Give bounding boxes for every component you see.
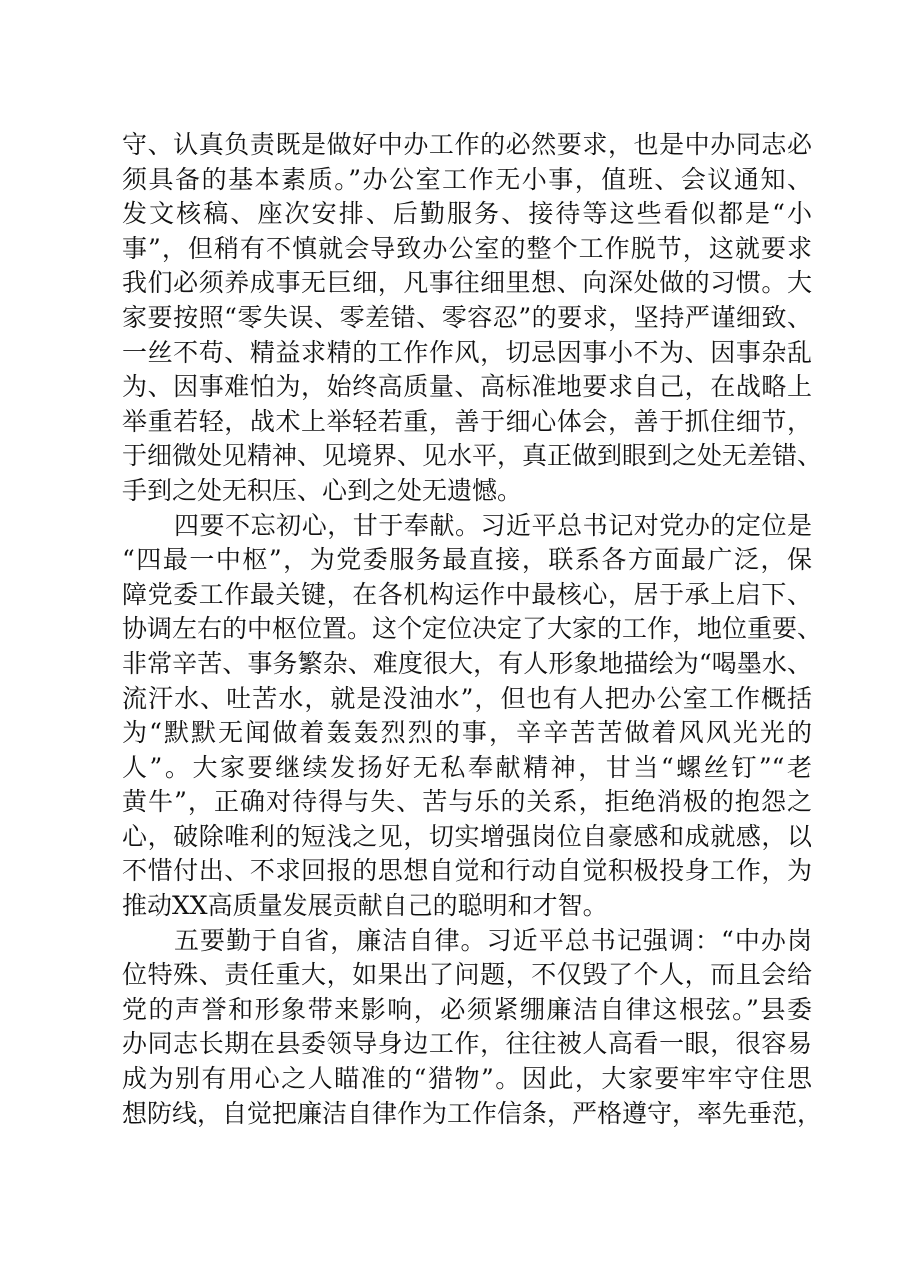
text-line: “四最一中枢”，为党委服务最直接，联系各方面最广泛，保 [122,545,812,575]
text-line: 办同志长期在县委领导身边工作，往往被人高看一眼，很容易 [122,1029,812,1059]
text-line: 手到之处无积压、心到之处无遗憾。 [122,475,523,505]
text-line: 非常辛苦、事务繁杂、难度很大，有人形象地描绘为“喝墨水、 [122,648,812,678]
text-line: 于细微处见精神、见境界、见水平，真正做到眼到之处无差错、 [122,441,823,471]
text-line: 流汗水、吐苦水，就是没油水”，但也有人把办公室工作概括 [122,683,812,713]
text-line: 党的声誉和形象带来影响，必须紧绷廉洁自律这根弦。”县委 [122,994,812,1024]
document-body [122,128,823,1131]
text-line: 为“默默无闻做着轰轰烈烈的事，辛辛苦苦做着风风光光的 [122,718,812,748]
paragraph-start-line: 五要勤于自省，廉洁自律。习近平总书记强调：“中办岗 [174,925,812,955]
text-line: 不惜付出、不求回报的思想自觉和行动自觉积极投身工作，为 [122,856,812,886]
text-line: 事”，但稍有不慎就会导致办公室的整个工作脱节，这就要求 [122,233,812,263]
text-line: 为、因事难怕为，始终高质量、高标准地要求自己，在战略上 [122,372,812,402]
text-line: 成为别有用心之人瞄准的“猎物”。因此，大家要牢牢守住思 [122,1064,812,1094]
text-line: 人”。大家要继续发扬好无私奉献精神，甘当“螺丝钉”“老 [122,752,812,782]
text-line: 障党委工作最关键，在各机构运作中最核心，居于承上启下、 [122,579,812,609]
text-line: 想防线，自觉把廉洁自律作为工作信条，严格遵守，率先垂范， [122,1098,823,1128]
text-line: 须具备的基本素质。”办公室工作无小事，值班、会议通知、 [122,164,812,194]
text-line: 心，破除唯利的短浅之见，切实增强岗位自豪感和成就感，以 [122,821,812,851]
text-line: 守、认真负责既是做好中办工作的必然要求，也是中办同志必 [122,130,812,159]
text-line: 一丝不苟、精益求精的工作作风，切忌因事小不为、因事杂乱 [122,337,812,367]
text-line: 发文核稿、座次安排、后勤服务、接待等这些看似都是“小 [122,199,812,229]
paragraph-start-line: 四要不忘初心，甘于奉献。习近平总书记对党办的定位是 [174,510,812,540]
text-line: 家要按照“零失误、零差错、零容忍”的要求，坚持严谨细致、 [122,302,812,332]
text-line: 位特殊、责任重大，如果出了问题，不仅毁了个人，而且会给 [122,960,812,990]
text-line: 推动XX高质量发展贡献自己的聪明和才智。 [122,891,608,921]
text-line: 举重若轻，战术上举轻若重，善于细心体会，善于抓住细节， [122,406,812,436]
text-line: 黄牛”，正确对待得与失、苦与乐的关系，拒绝消极的抱怨之 [122,787,812,817]
text-line: 协调左右的中枢位置。这个定位决定了大家的工作，地位重要、 [122,614,823,644]
text-line: 我们必须养成事无巨细，凡事往细里想、向深处做的习惯。大 [122,268,812,298]
